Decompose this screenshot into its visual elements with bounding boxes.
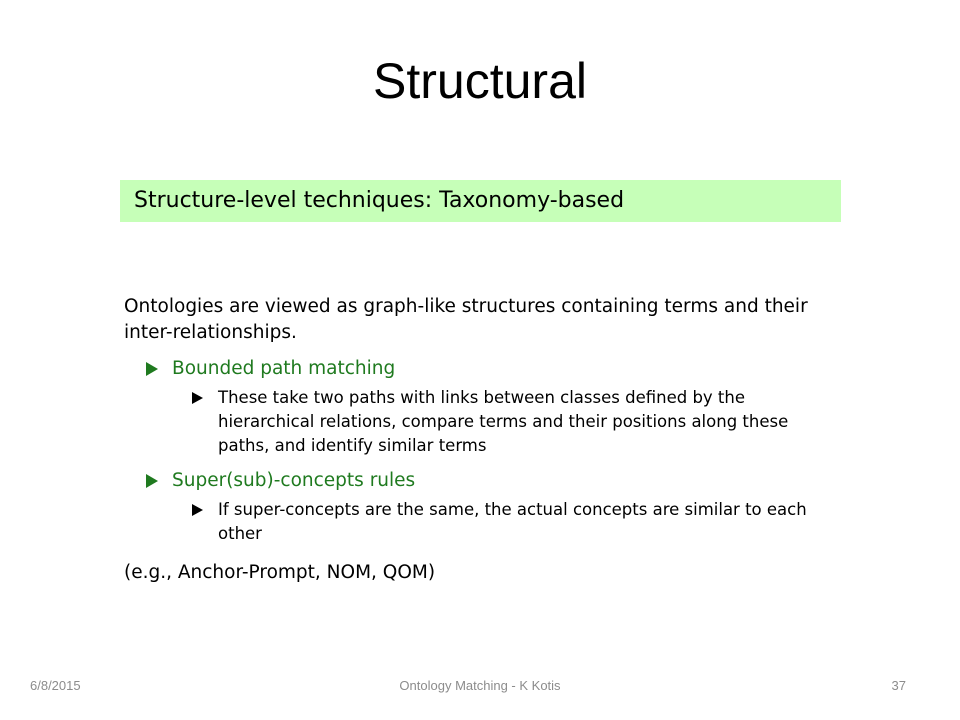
banner-text: Structure-level techniques: Taxonomy-based [134, 188, 625, 213]
page-number: 37 [891, 678, 906, 693]
triangle-bullet-icon [146, 474, 158, 488]
sub-bullet-text: These take two paths with links between classes defined by the hierarchical relations, compare terms and their positions along these paths, and identify similar terms [218, 388, 789, 455]
triangle-bullet-icon [192, 504, 203, 516]
sub-bullet-super-sub-concepts-rules [124, 498, 840, 546]
section-banner [120, 180, 841, 222]
sub-bullet-bounded-path-matching [124, 386, 840, 458]
slide-title: Structural [373, 53, 587, 109]
bullet-label: Super(sub)-concepts rules [172, 470, 416, 491]
intro-paragraph: Ontologies are viewed as graph-like structures containing terms and their inter-relationships. [124, 296, 808, 343]
footer-date: 6/8/2015 [30, 678, 81, 693]
bullet-label: Bounded path matching [172, 358, 396, 379]
bullet-super-sub-concepts-rules [124, 468, 840, 494]
slide-body [124, 294, 840, 586]
footer-title: Ontology Matching - K Kotis [399, 678, 561, 693]
triangle-bullet-icon [192, 392, 203, 404]
triangle-bullet-icon [146, 362, 158, 376]
bullet-bounded-path-matching [124, 356, 840, 382]
sub-bullet-text: If super-concepts are the same, the actual concepts are similar to each other [218, 500, 807, 543]
examples-text: (e.g., Anchor-Prompt, NOM, QOM) [124, 562, 436, 583]
